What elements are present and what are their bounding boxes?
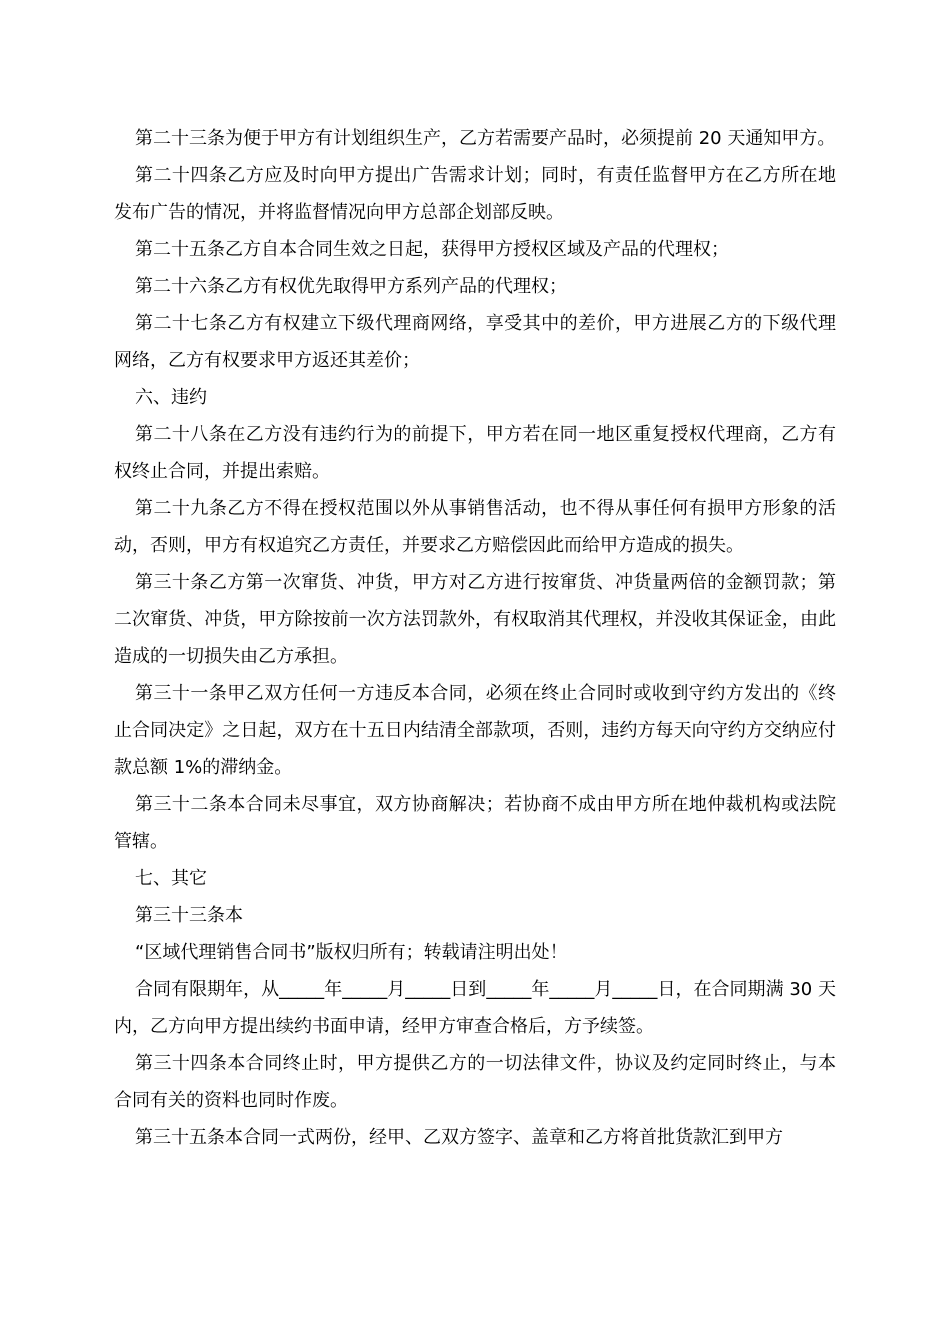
clause-27: 第二十七条乙方有权建立下级代理商网络，享受其中的差价，甲方进展乙方的下级代理网络，乙方有权要求甲方返还其差价；	[114, 313, 836, 371]
clause-24: 第二十四条乙方应及时向甲方提出广告需求计划；同时，有责任监督甲方在乙方所在地发布广告的情况，并将监督情况向甲方总部企划部反映。	[114, 165, 836, 223]
clause-28: 第二十八条在乙方没有违约行为的前提下，甲方若在同一地区重复授权代理商，乙方有权终止合同，并提出索赔。	[114, 424, 836, 482]
clause-35: 第三十五条本合同一式两份，经甲、乙双方签字、盖章和乙方将首批货款汇到甲方	[135, 1127, 783, 1148]
copyright-notice: “区域代理销售合同书”版权归所有；转载请注明出处！	[135, 942, 568, 963]
clause-26: 第二十六条乙方有权优先取得甲方系列产品的代理权；	[135, 276, 567, 297]
clause-23: 第二十三条为便于甲方有计划组织生产，乙方若需要产品时，必须提前 20 天通知甲方。	[135, 128, 836, 149]
section-heading-breach: 六、违约	[135, 387, 207, 408]
clause-31: 第三十一条甲乙双方任何一方违反本合同，必须在终止合同时或收到守约方发出的《终止合同决定》之日起，双方在十五日内结清全部款项，否则，违约方每天向守约方交纳应付款总额 1%的滞纳金。	[114, 683, 836, 778]
document-body	[114, 120, 836, 1156]
clause-32: 第三十二条本合同未尽事宜，双方协商解决；若协商不成由甲方所在地仲裁机构或法院管辖。	[114, 794, 836, 852]
clause-33: 第三十三条本	[135, 905, 243, 926]
clause-34: 第三十四条本合同终止时，甲方提供乙方的一切法律文件，协议及约定同时终止，与本合同有关的资料也同时作废。	[114, 1053, 836, 1111]
clause-30: 第三十条乙方第一次窜货、冲货，甲方对乙方进行按窜货、冲货量两倍的金额罚款；第二次窜货、冲货，甲方除按前一次方法罚款外，有权取消其代理权，并没收其保证金，由此造成的一切损失由乙方承担。	[114, 572, 836, 667]
clause-29: 第二十九条乙方不得在授权范围以外从事销售活动，也不得从事任何有损甲方形象的活动，否则，甲方有权追究乙方责任，并要求乙方赔偿因此而给甲方造成的损失。	[114, 498, 836, 556]
clause-33-term: 合同有限期年，从_____年_____月_____日到_____年_____月_____日，在合同期满 30 天内，乙方向甲方提出续约书面申请，经甲方审查合格后，方予续签。	[114, 979, 836, 1037]
clause-25: 第二十五条乙方自本合同生效之日起，获得甲方授权区域及产品的代理权；	[135, 239, 729, 260]
section-heading-other: 七、其它	[135, 868, 207, 889]
